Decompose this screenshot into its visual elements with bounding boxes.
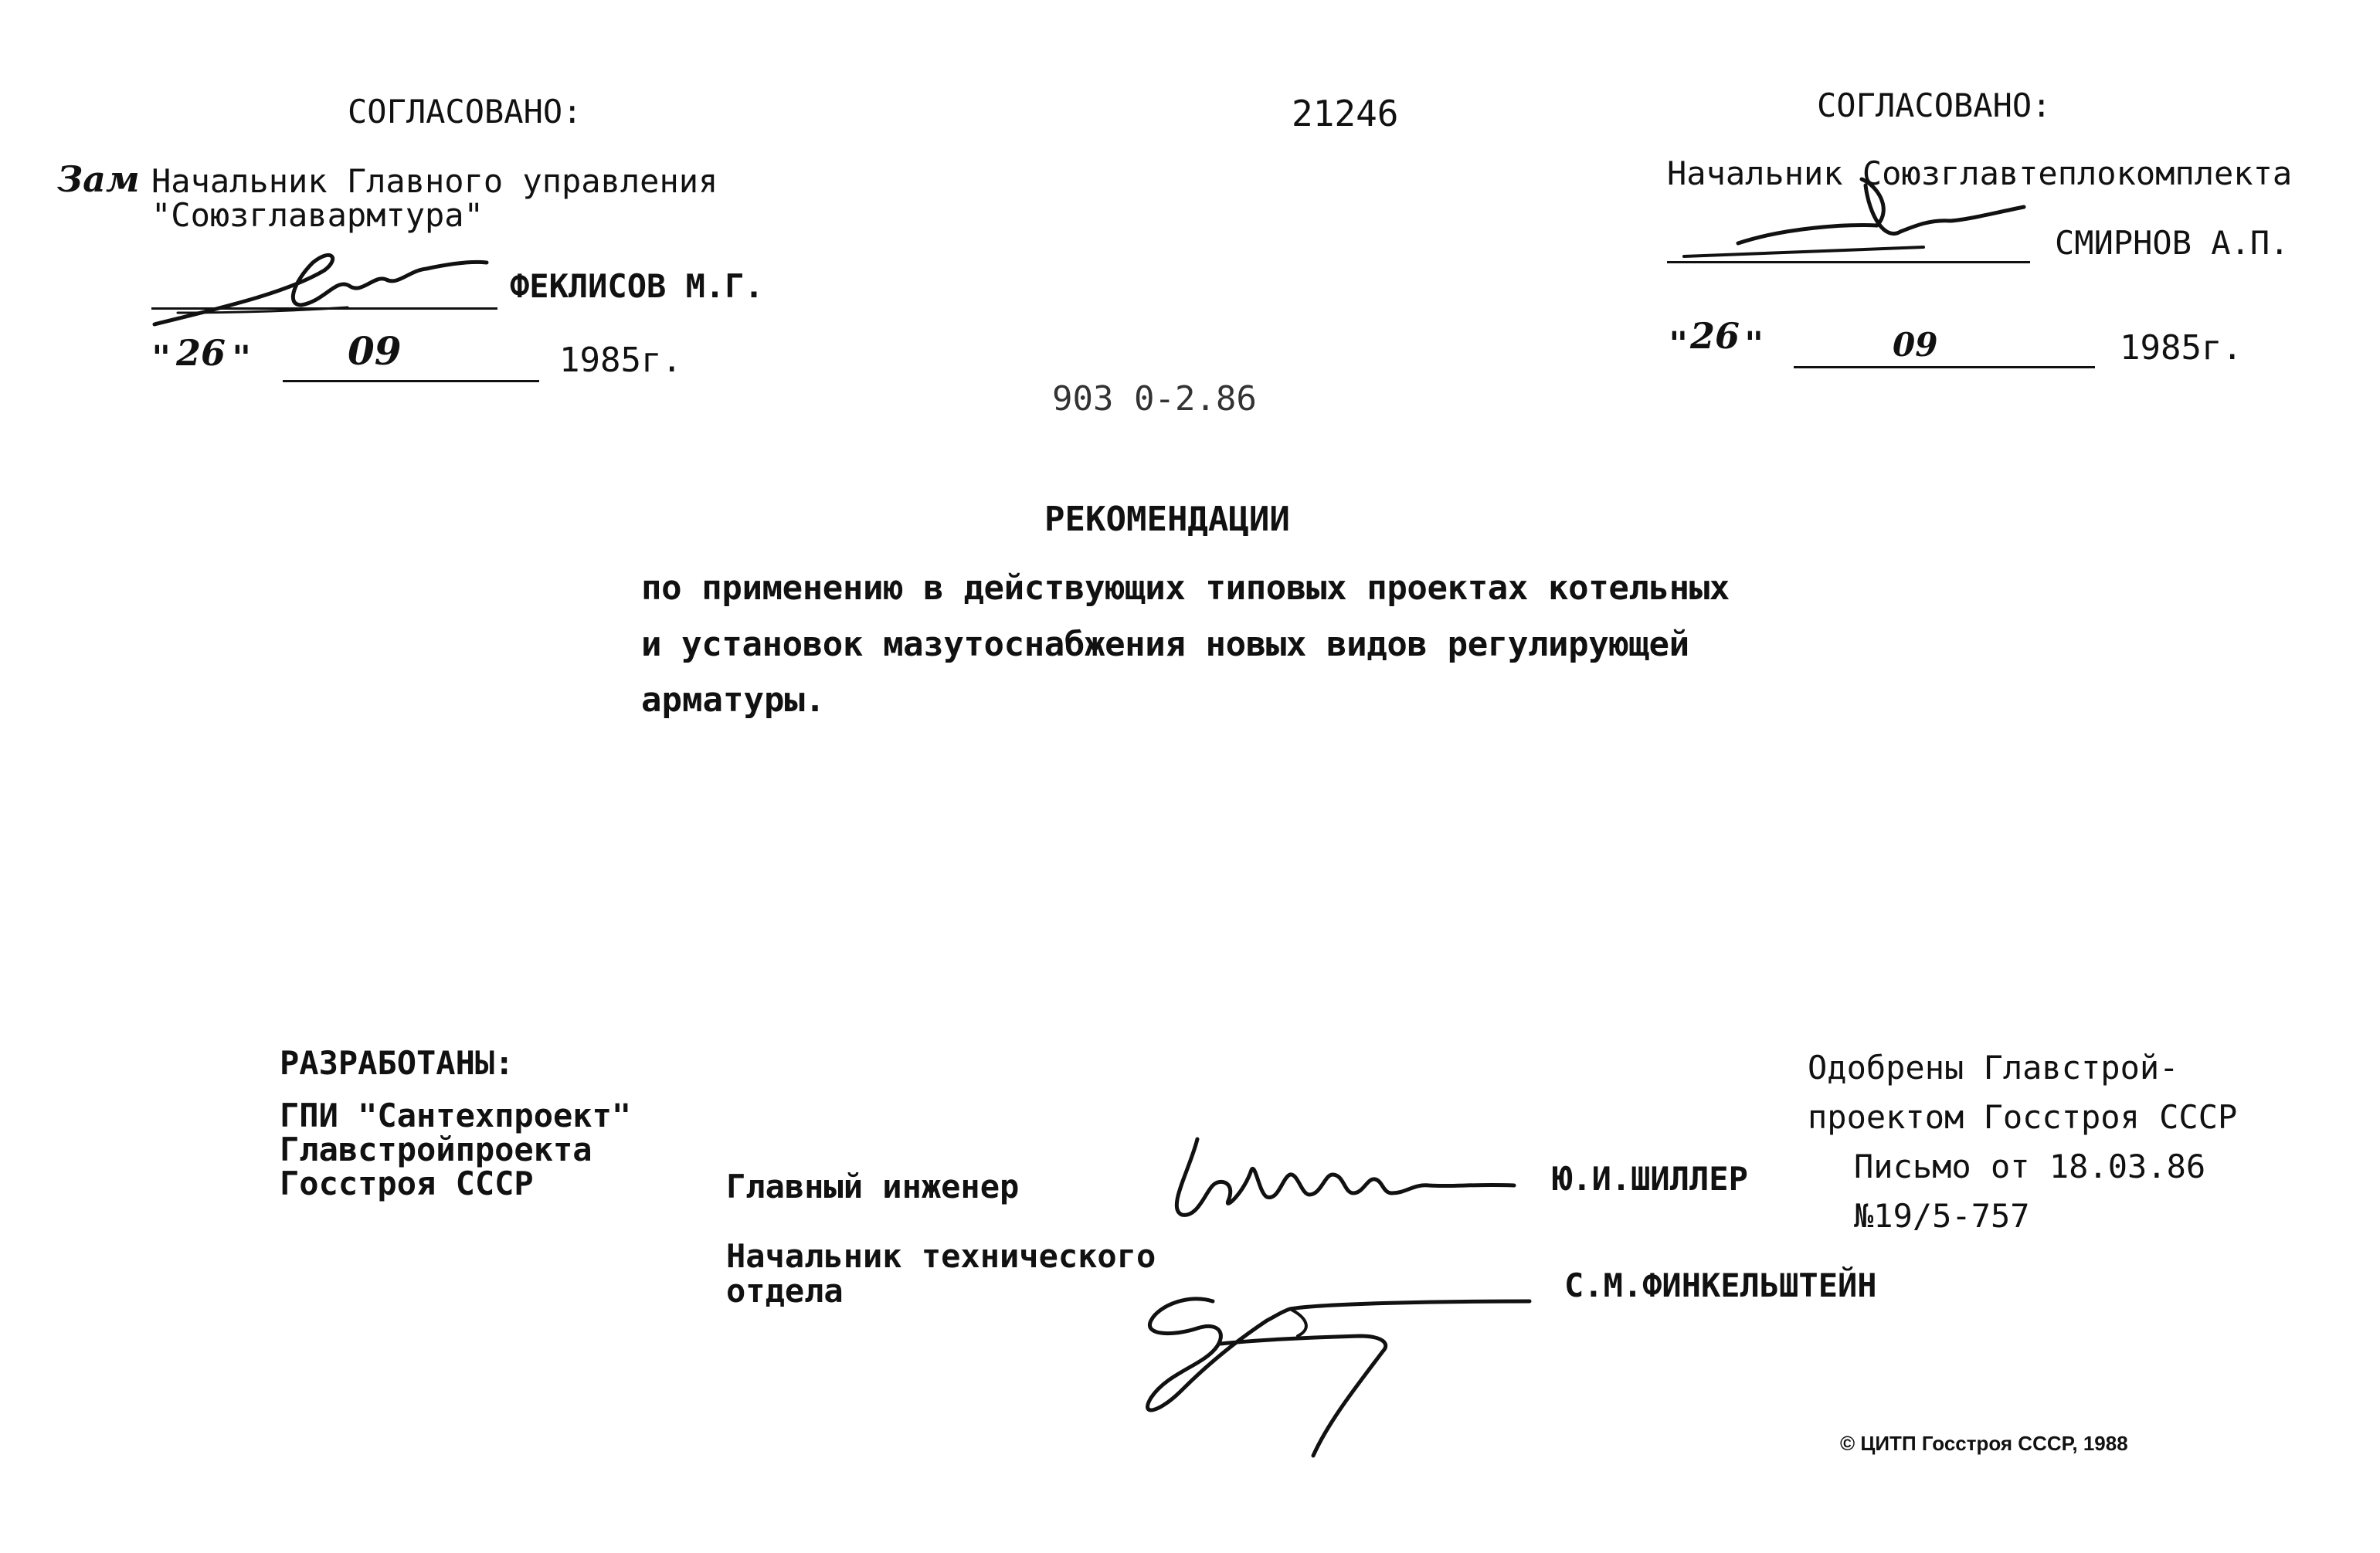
approval-left-date-open-quote: " [151,338,171,376]
developed-heading: РАЗРАБОТАНЫ: [280,1044,514,1082]
tech-head-name: С.М.ФИНКЕЛЬШТЕЙН [1564,1266,1877,1304]
approval-right-date-month: 09 [1893,326,1938,364]
approval-right-signature-line [1667,261,2030,263]
approved-line1: Одобрены Главстрой- [1808,1049,2179,1087]
approval-left-name: ФЕКЛИСОВ М.Г. [510,267,764,305]
project-code: 903 0-2.86 [1052,379,1257,419]
title-line3: арматуры. [641,680,826,720]
developed-org-line3: Госстроя СССР [280,1165,534,1202]
tech-head-title-line1: Начальник технического [726,1237,1156,1275]
signature-smirnov [1669,170,2070,270]
approved-line4: №19/5-757 [1854,1197,2030,1235]
signature-finkelshtein [1128,1274,1530,1460]
approved-line3: Письмо от 18.03.86 [1854,1148,2206,1185]
approval-right-date-close-quote: " [1744,324,1764,362]
signature-shiller [1151,1124,1522,1224]
approval-right-heading: СОГЛАСОВАНО: [1817,86,2052,124]
approval-left-date-day: 26 [176,332,226,374]
approval-left-date-line [283,380,539,382]
approved-line2: проектом Госстроя СССР [1808,1098,2238,1136]
approval-left-date-close-quote: " [232,338,252,376]
approval-left-date-month: 09 [348,328,402,374]
developed-org-line1: ГПИ "Сантехпроект" [280,1097,632,1134]
title-line2: и установок мазутоснабжения новых видов регулирующей [641,625,1689,664]
title-line1: по применению в действующих типовых проектах котельных [641,568,1730,608]
approval-right-name: СМИРНОВ А.П. [2055,224,2290,262]
approval-left-date-year: 1985г. [559,341,682,380]
copyright: © ЦИТП Госстроя СССР, 1988 [1840,1432,2128,1455]
document-number: 21246 [1292,93,1399,134]
approval-right-date-line [1794,366,2095,368]
chief-engineer-name: Ю.И.ШИЛЛЕР [1553,1160,1748,1198]
developed-org-line2: Главстройпроекта [280,1131,592,1168]
approval-right-date-day: 26 [1690,315,1740,357]
chief-engineer-title: Главный инженер [726,1168,1020,1205]
approval-left-position-line1: Начальник Главного управления [151,162,718,200]
signature-feklisov [147,239,502,332]
approval-left-position-line2: "Союзглавармтура" [151,196,484,234]
approval-left-margin-note: Зам [57,158,140,200]
approval-left-heading: СОГЛАСОВАНО: [348,93,582,131]
approval-right-date-year: 1985г. [2120,328,2242,368]
title-heading: РЕКОМЕНДАЦИИ [1044,500,1290,539]
approval-left-signature-line [151,307,497,310]
approval-right-date-open-quote: " [1669,324,1689,362]
approval-right-position-line1: Начальник Союзглавтеплокомплекта [1667,154,2293,192]
tech-head-title-line2: отдела [726,1272,844,1310]
